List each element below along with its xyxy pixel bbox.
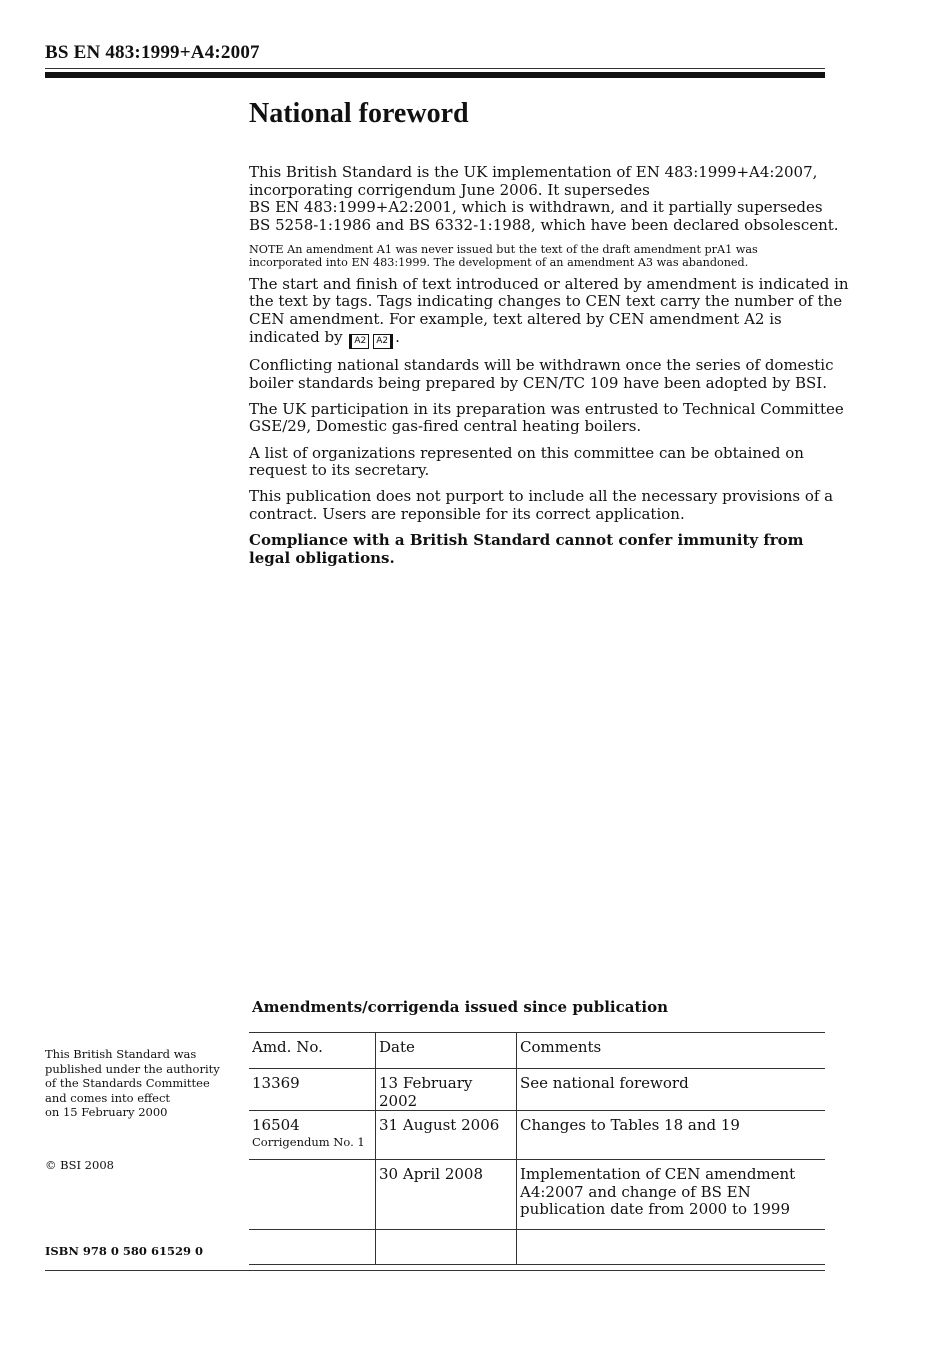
- foreword-paragraph-1: [249, 163, 839, 234]
- text-line: The UK participation in its preparation was entrusted to Technical Committee: [249, 399, 844, 418]
- text-line: incorporating corrigendum June 2006. It supersedes: [249, 180, 650, 199]
- text-line: A4:2007 and change of BS EN: [520, 1182, 751, 1201]
- text-line: CEN amendment. For example, text altered by CEN amendment A2 is: [249, 310, 782, 329]
- text-fragment: indicated by: [249, 327, 343, 346]
- text-line: This British Standard was: [45, 1047, 197, 1061]
- text-line: Conflicting national standards will be withdrawn once the series of domestic: [249, 356, 834, 375]
- text-line: Changes to Tables 18 and 19: [520, 1116, 740, 1135]
- amd-cell: [249, 1160, 376, 1230]
- column-header: Comments: [517, 1033, 826, 1069]
- text-line: The start and finish of text introduced or altered by amendment is indicated in: [249, 274, 849, 293]
- header-rule-thin: [45, 68, 825, 69]
- date-cell: 30 April 2008: [376, 1160, 517, 1230]
- amendment-start-tag-icon: A2: [349, 334, 369, 349]
- text-fragment: .: [395, 327, 400, 346]
- foreword-paragraph-2: [249, 274, 849, 349]
- text-line: on 15 February 2000: [45, 1105, 168, 1119]
- date-cell: [376, 1230, 517, 1265]
- text-line: publication date from 2000 to 1999: [520, 1200, 790, 1219]
- amd-subtitle: Corrigendum No. 1: [252, 1134, 365, 1149]
- amd-number: 16504: [252, 1116, 300, 1135]
- foreword-note: [249, 243, 825, 269]
- comments-cell: [517, 1111, 826, 1160]
- text-line: See national foreword: [520, 1074, 689, 1092]
- header-rule-thick: [45, 72, 825, 78]
- copyright: © BSI 2008: [45, 1158, 114, 1172]
- amd-cell: [249, 1111, 376, 1160]
- comments-cell: [517, 1069, 826, 1111]
- compliance-statement: [249, 532, 825, 567]
- table-header-row: [249, 1033, 825, 1069]
- text-line: of the Standards Committee: [45, 1076, 210, 1090]
- text-line: NOTE An amendment A1 was never issued but the text of the draft amendment prA1 was: [249, 242, 758, 256]
- foreword-paragraph-5: [249, 445, 825, 480]
- table-row: [249, 1111, 825, 1160]
- table-row: [249, 1069, 825, 1111]
- text-line: This British Standard is the UK implementation of EN 483:1999+A4:2007,: [249, 163, 818, 181]
- text-line: request to its secretary.: [249, 461, 430, 480]
- standard-code: BS EN 483:1999+A4:2007: [45, 42, 260, 63]
- column-header: Date: [376, 1033, 517, 1069]
- comments-cell: [517, 1230, 826, 1265]
- amendments-heading: Amendments/corrigenda issued since publication: [252, 998, 668, 1016]
- text-line: boiler standards being prepared by CEN/TC 109 have been adopted by BSI.: [249, 373, 827, 392]
- amd-number: 13369: [252, 1074, 300, 1092]
- foreword-paragraph-6: [249, 487, 834, 523]
- amendment-end-tag-icon: A2: [373, 334, 393, 349]
- foreword-paragraph-3: [249, 356, 834, 392]
- isbn: ISBN 978 0 580 61529 0: [45, 1244, 203, 1258]
- text-line: [249, 329, 825, 349]
- text-line: the text by tags. Tags indicating changes to CEN text carry the number of the: [249, 292, 843, 311]
- footer-rule: [45, 1270, 825, 1271]
- text-line: Implementation of CEN amendment: [520, 1165, 796, 1184]
- text-line: BS 5258-1:1986 and BS 6332-1:1988, which have been declared obsolescent.: [249, 215, 839, 234]
- publication-note: [45, 1047, 230, 1120]
- comments-cell: [517, 1160, 826, 1230]
- text-line: GSE/29, Domestic gas-fired central heating boilers.: [249, 417, 642, 436]
- amd-cell: [249, 1069, 376, 1111]
- amd-cell: [249, 1230, 376, 1265]
- foreword-paragraph-4: [249, 399, 844, 436]
- text-line: BS EN 483:1999+A2:2001, which is withdrawn, and it partially supersedes: [249, 198, 823, 217]
- text-line: This publication does not purport to include all the necessary provisions of a: [249, 487, 834, 506]
- amendments-table: [249, 1032, 825, 1265]
- date-cell: 13 February 2002: [376, 1069, 517, 1111]
- text-line: and comes into effect: [45, 1090, 171, 1105]
- text-line: published under the authority: [45, 1061, 220, 1076]
- text-line: contract. Users are reponsible for its correct application.: [249, 504, 685, 523]
- page-title: National foreword: [249, 98, 469, 129]
- column-header: Amd. No.: [249, 1033, 376, 1069]
- text-line: A list of organizations represented on this committee can be obtained on: [249, 443, 804, 462]
- text-line: incorporated into EN 483:1999. The development of an amendment A3 was abandoned.: [249, 255, 749, 269]
- text-line: Compliance with a British Standard cannot confer immunity from: [249, 530, 804, 549]
- date-cell: 31 August 2006: [376, 1111, 517, 1160]
- text-line: legal obligations.: [249, 548, 395, 567]
- foreword-body: [249, 163, 849, 576]
- table-row: [249, 1230, 825, 1265]
- table-row: [249, 1160, 825, 1230]
